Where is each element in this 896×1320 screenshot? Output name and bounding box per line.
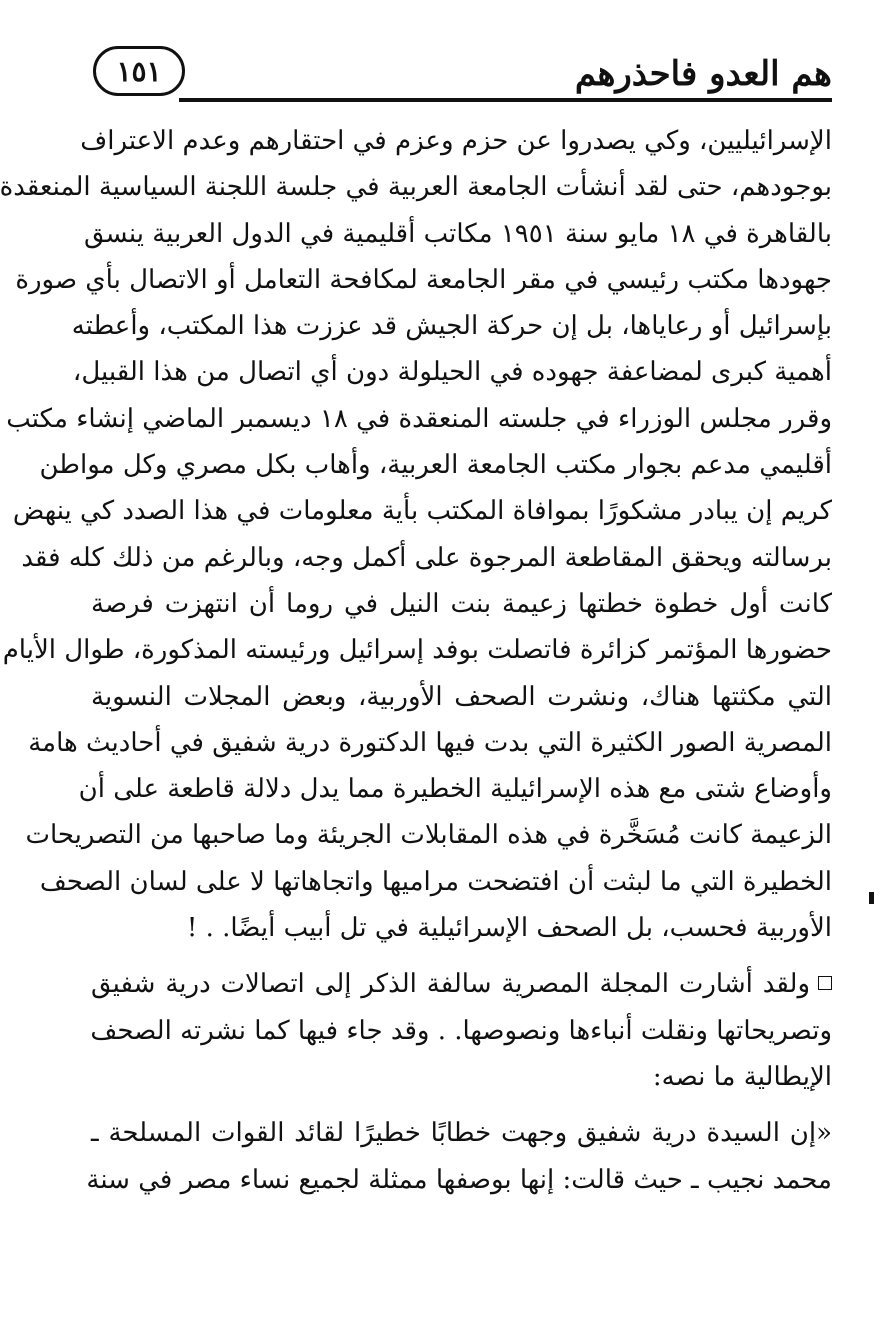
header-rule: [179, 98, 832, 102]
text-line: أهمية كبرى لمضاعفة جهوده في الحيلولة دون أي اتصال من هذا القبيل،: [72, 357, 832, 388]
text-line: [91, 961, 832, 1007]
text-line: بوجودهم، حتى لقد أنشأت الجامعة العربية في جلسة اللجنة السياسية المنعقدة: [0, 172, 832, 203]
page-number: ١٥١: [93, 46, 185, 96]
text-line: الخطيرة التي ما لبثت أن افتضحت مراميها واتجاهاتها لا على لسان الصحف: [39, 866, 832, 897]
text-line: وقرر مجلس الوزراء في جلسته المنعقدة في ١٨ ديسمبر الماضي إنشاء مكتب: [6, 403, 832, 434]
page-header: [93, 44, 832, 106]
text-line: الإيطالية ما نصه:: [652, 1061, 832, 1092]
paragraph-2: [91, 961, 832, 1100]
text-line: بإسرائيل أو رعاياها، بل إن حركة الجيش قد عززت هذا المكتب، وأعطته: [71, 311, 832, 342]
text-line: برسالته ويحقق المقاطعة المرجوة على أكمل وجه، وبالرغم من ذلك كله فقد: [21, 542, 832, 573]
text-line: وأوضاع شتى مع هذه الإسرائيلية الخطيرة مما يدل دلالة قاطعة على أن: [78, 774, 832, 805]
text-line-content: ولقد أشارت المجلة المصرية سالفة الذكر إلى اتصالات درية شفيق: [91, 969, 810, 1000]
page-body: [0, 118, 832, 1203]
text-line: أقليمي مدعم بجوار مكتب الجامعة العربية، وأهاب بكل مصري وكل مواطن: [39, 450, 832, 481]
margin-mark: [869, 892, 874, 904]
text-line: حضورها المؤتمر كزائرة فاتصلت بوفد إسرائيل ورئيسته المذكورة، طوال الأيام: [2, 635, 832, 666]
paragraph-1: [0, 118, 832, 951]
text-line: التي مكثتها هناك، ونشرت الصحف الأوربية، وبعض المجلات النسوية: [91, 681, 832, 712]
paragraph-3: [86, 1110, 832, 1203]
text-line: وتصريحاتها ونقلت أنباءها ونصوصها. . وقد جاء فيها كما نشرته الصحف: [90, 1015, 832, 1046]
square-bullet-icon: [818, 976, 832, 990]
text-line: «إن السيدة درية شفيق وجهت خطابًا خطيرًا لقائد القوات المسلحة ـ: [91, 1118, 832, 1149]
text-line: الزعيمة كانت مُسَخَّرة في هذه المقابلات الجريئة وما صاحبها من التصريحات: [25, 820, 832, 851]
text-line: بالقاهرة في ١٨ مايو سنة ١٩٥١ مكاتب أقليمية في الدول العربية ينسق: [84, 218, 832, 249]
text-line: كانت أول خطوة خطتها زعيمة بنت النيل في روما أن انتهزت فرصة: [91, 588, 832, 619]
text-line: جهودها مكتب رئيسي في مقر الجامعة لمكافحة التعامل أو الاتصال بأي صورة: [15, 264, 832, 295]
running-title: هم العدو فاحذرهم: [574, 54, 832, 94]
text-line: محمد نجيب ـ حيث قالت: إنها بوصفها ممثلة لجميع نساء مصر في سنة: [86, 1164, 832, 1195]
text-line: الإسرائيليين، وكي يصدروا عن حزم وعزم في احتقارهم وعدم الاعتراف: [80, 126, 832, 156]
text-line: المصرية الصور الكثيرة التي بدت فيها الدكتورة درية شفيق في أحاديث هامة: [28, 727, 832, 758]
text-line: كريم إن يبادر مشكورًا بموافاة المكتب بأية معلومات في هذا الصدد كي ينهض: [12, 496, 832, 527]
text-line: الأوربية فحسب، بل الصحف الإسرائيلية في تل أبيب أيضًا. . !: [186, 913, 832, 944]
